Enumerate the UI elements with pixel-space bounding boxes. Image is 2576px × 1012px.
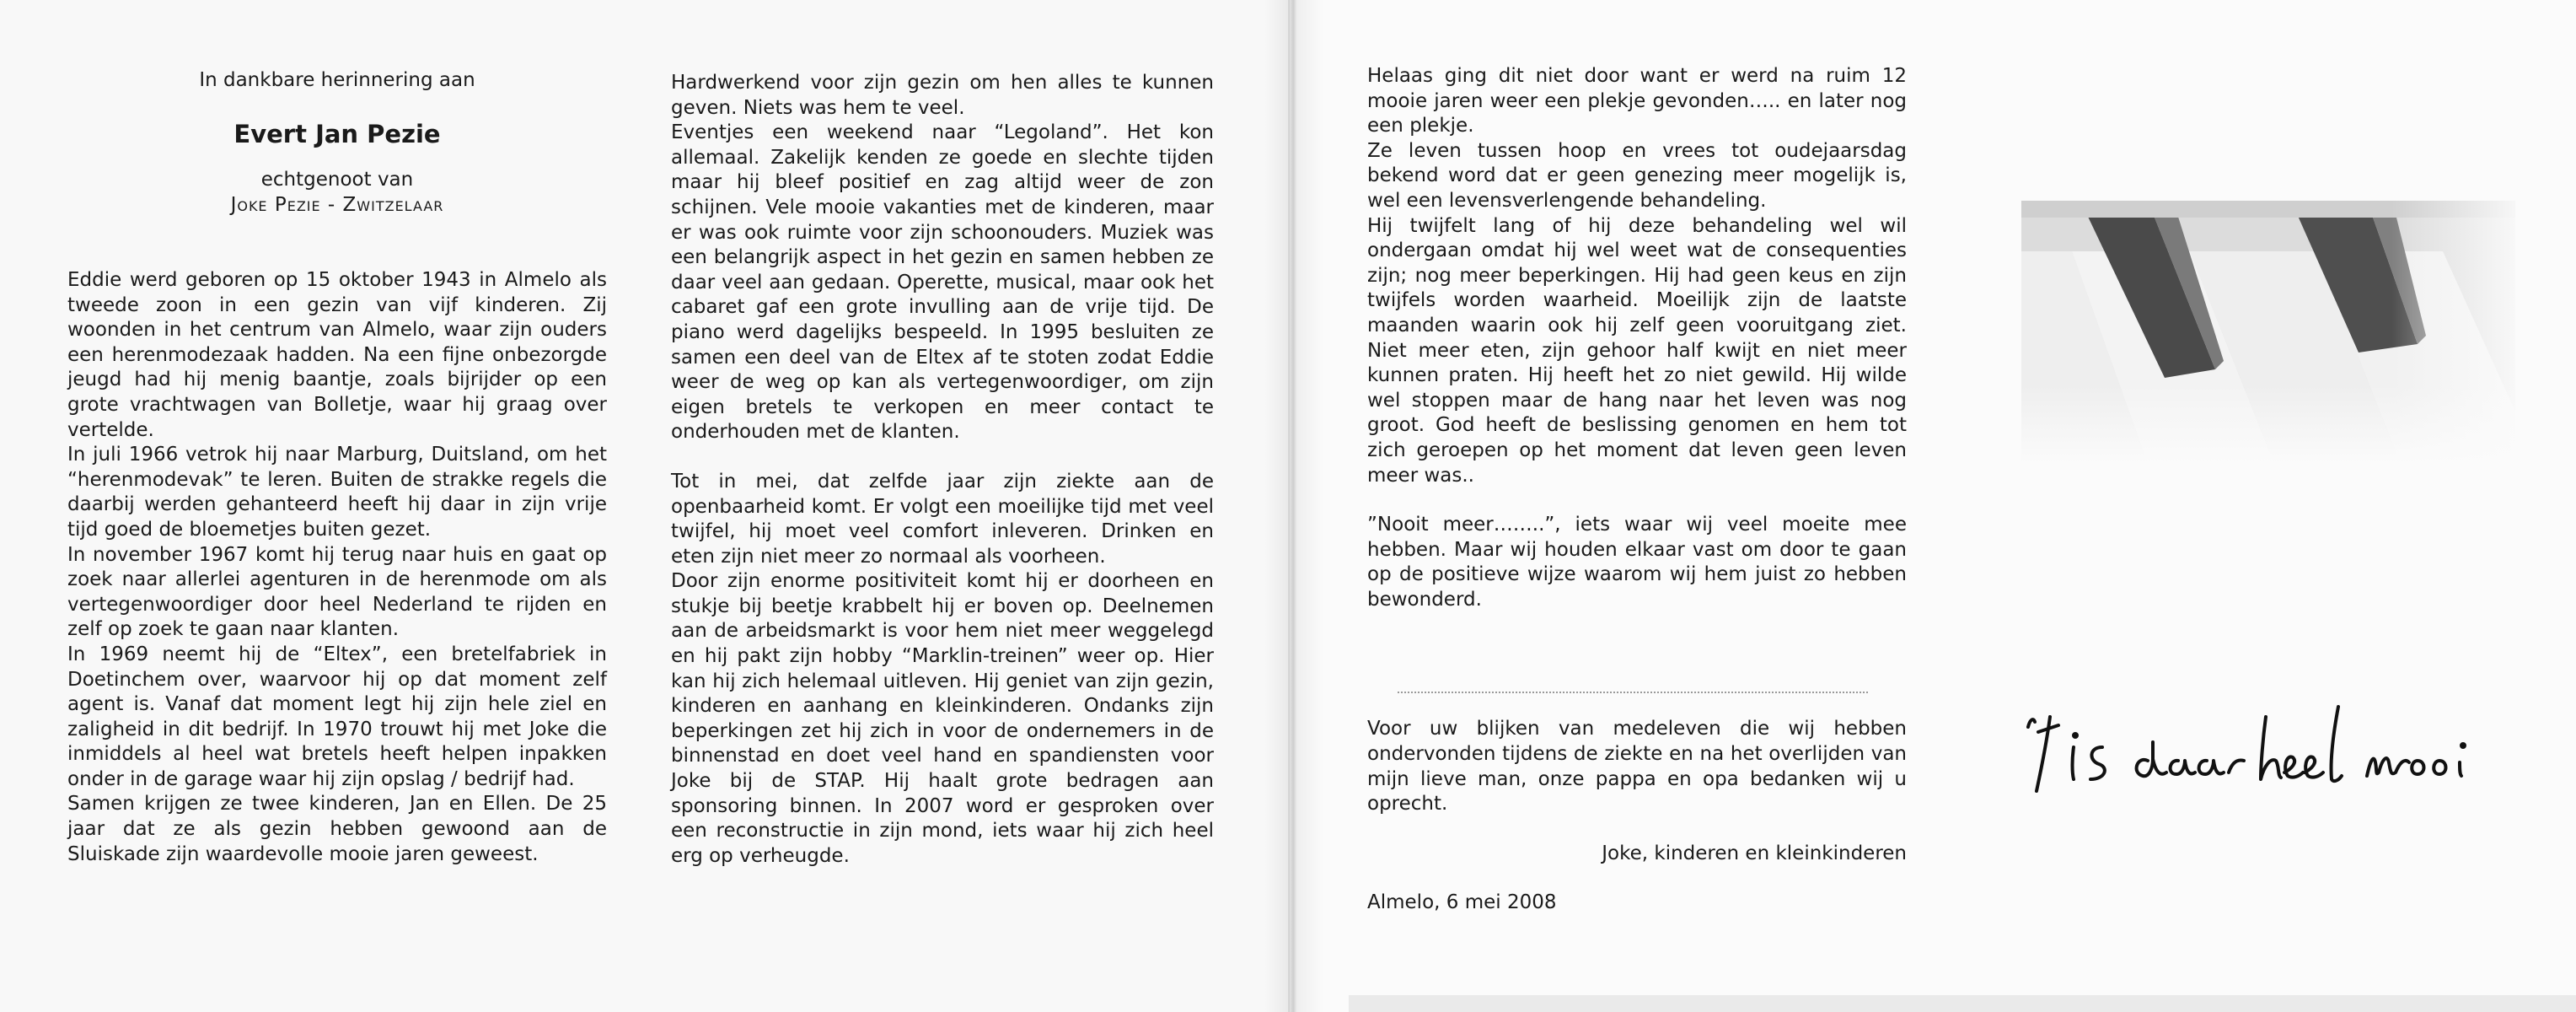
paragraph: In november 1967 komt hij terug naar huis en gaat op zoek naar allerlei agenturen in de herenmode om als vertegenwoordiger door heel Nederland te rijden en zelf op zoek te gaan naar klanten. <box>67 543 607 641</box>
biography-column-1 <box>67 268 607 867</box>
paragraph: Eventjes een weekend naar “Legoland”. Het kon allemaal. Zakelijk kenden ze goede en slechte tijden maar hij bleef positief en zag altijd weer de zon schijnen. Vele mooie vakanties met de kinderen, maar er was ook ruimte voor zijn schoonouders. Muziek was een belangrijk aspect in het gezin en samen hebben ze daar veel aan gedaan. Operette, musical, maar ook het cabaret gaf een grote invulling aan de vrije tijd. De piano werd dagelijks bespeeld. In 1995 besluiten ze samen een deel van de Eltex af te stoten zodat Eddie weer de weg op kan als vertegenwoordiger, om zijn eigen bretels te verkopen en meer contact te onderhouden met de klanten. <box>671 121 1214 444</box>
dotted-divider <box>1398 692 1868 693</box>
place-date: Almelo, 6 mei 2008 <box>1367 891 1557 914</box>
card-fold <box>1264 0 1323 1012</box>
paragraph: Tot in mei, dat zelfde jaar zijn ziekte aan de openbaarheid komt. Er volgt een moeilijke tijd met veel twijfel, hij moet veel comfort inleveren. Drinken en eten zijn niet meer zo normaal als voorheen. <box>671 470 1214 568</box>
biography-column-2 <box>671 71 1214 869</box>
spouse-name: Joke Pezie - Zwitzelaar <box>230 194 444 216</box>
paragraph: Hij twijfelt lang of hij deze behandeling wel wil ondergaan omdat hij wel weet wat de consequenties zijn; nog meer beperkingen. Hij had geen keus en zijn twijfels worden waarheid. Moeilijk zijn de laatste maanden waarin ook hij zelf geen vooruitgang ziet. Niet meer eten, zijn gehoor half kwijt en niet meer kunnen praten. Hij heeft het zo niet gewild. Hij wilde wel stoppen maar de hang naar het leven was nog groot. God heeft de beslissing genomen en hem tot zich geroepen op het moment dat leven geen leven meer was.. <box>1367 214 1907 487</box>
paragraph: Eddie werd geboren op 15 oktober 1943 in Almelo als tweede zoon in een gezin van vijf kinderen. Zij woonden in het centrum van Almelo, waar zijn ouders een herenmodezaak hadden. Na een fijne onbezorgde jeugd had hij menig baantje, zoals bijrijder op een grote vrachtwagen van Bolletje, waar hij graag over vertelde. <box>67 269 607 441</box>
intro-text: In dankbare herinnering aan <box>199 69 475 91</box>
signature: Joke, kinderen en kleinkinderen <box>1602 842 1907 864</box>
card-header <box>67 69 607 216</box>
paragraph: In 1969 neemt hij de “Eltex”, een bretelfabriek in Doetinchem over, waarvoor hij op dat moment zelf agent is. Vanaf dat moment legt hij zijn hele ziel en zaligheid in dit bedrijf. In 1970 trouwt hij met Joke die inmiddels al heel wat bretels heeft helpen inpakken onder in de garage waar hij zijn opslag / bedrijf had. <box>67 643 607 790</box>
spouse-label: echtgenoot van <box>260 169 414 191</box>
biography-column-3 <box>1367 64 1907 916</box>
deceased-name: Evert Jan Pezie <box>233 120 441 148</box>
paragraph: Hardwerkend voor zijn gezin om hen alles te kunnen geven. Niets was hem te veel. <box>671 72 1214 119</box>
quote-paragraph: ”Nooit meer……..”, iets waar wij veel moeite mee hebben. Maar wij houden elkaar vast om door te gaan op de positieve wijze waarom wij hem juist zo hebben bewonderd. <box>1367 514 1907 611</box>
handwritten-note <box>2021 692 2527 810</box>
paragraph: Door zijn enorme positiviteit komt hij er doorheen en stukje bij beetje krabbelt hij er boven op. Deelnemen aan de arbeidsmarkt is voor hem niet meer weggelegd en hij pakt zijn hobby “Marklin-treinen” weer op. Hier kan hij zich helemaal uitleven. Hij geniet van zijn gezin, kinderen en aanhang en kleinkinderen. Ondanks zijn beperkingen zet hij zich in voor de ondernemers in de binnenstad en doet veel hand en spandiensten voor Joke bij de STAP. Hij haalt grote bedragen aan sponsoring binnen. In 2007 word er gesproken over een reconstructie in zijn mond, iets waar hij zich heel erg op verheugde. <box>671 570 1214 867</box>
paragraph: Ze leven tussen hoop en vrees tot oudejaarsdag bekend word dat er geen genezing meer mogelijk is, wel een levensverlengende behandeling. <box>1367 139 1907 212</box>
paragraph: Helaas ging dit niet door want er werd na ruim 12 mooie jaren weer een plekje gevonden….. en later nog een plekje. <box>1367 65 1907 137</box>
piano-keys-image <box>2021 201 2515 464</box>
paragraph: In juli 1966 vetrok hij naar Marburg, Duitsland, om het “herenmodevak” te leren. Buiten de strakke regels die daarbij werden gehanteerd heeft hij daar in zijn vrije tijd goed de bloemetjes buiten gezet. <box>67 444 607 541</box>
thanks-paragraph: Voor uw blijken van medeleven die wij hebben ondervonden tijdens de ziekte en na het overlijden van mijn lieve man, onze pappa en opa bedanken wij u oprecht. <box>1367 718 1907 816</box>
card-bottom-edge <box>1349 995 2576 1012</box>
paragraph: Samen krijgen ze twee kinderen, Jan en Ellen. De 25 jaar dat ze als gezin hebben gewoond aan de Sluiskade zijn waardevolle mooie jaren geweest. <box>67 793 607 865</box>
